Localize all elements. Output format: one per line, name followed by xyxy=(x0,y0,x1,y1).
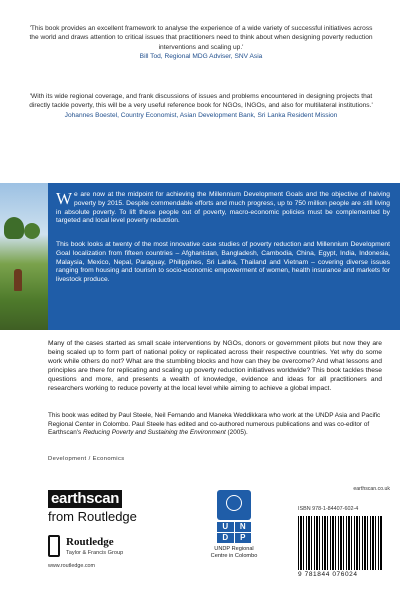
author-note xyxy=(48,412,382,438)
routledge-url: www.routledge.com xyxy=(48,563,96,569)
tree-shape xyxy=(24,223,40,239)
undp-caption-line: Centre in Colombo xyxy=(210,552,258,559)
barcode xyxy=(298,516,382,570)
blurb-panel xyxy=(0,183,400,330)
endorsement-quote-1 xyxy=(26,24,376,62)
tree-shape xyxy=(4,217,24,239)
rice-field-photo xyxy=(0,183,48,330)
endorsement-quote-2 xyxy=(26,92,376,120)
barcode-digits: 9 781844 076024 xyxy=(298,571,358,578)
earthscan-wordmark: earthscan xyxy=(48,490,122,508)
routledge-name: Routledge xyxy=(66,536,114,548)
routledge-subtitle: Taylor & Francis Group xyxy=(66,550,124,556)
subject-category: Development / Economics xyxy=(48,456,125,462)
publisher-site: earthscan.co.uk xyxy=(353,486,390,492)
author-text: (2005). xyxy=(225,429,248,437)
undp-letter: D xyxy=(217,533,234,543)
undp-letter: U xyxy=(217,522,234,532)
undp-logo xyxy=(204,490,264,560)
quote-text: 'With its wide regional coverage, and frank discussions of issues and problems encountered in designing projects that directly tackle poverty, this will be a very useful reference book for NGOs, INGOs, and also for multilateral institutions.' xyxy=(29,93,373,110)
undp-letter: N xyxy=(235,522,252,532)
earthscan-logo xyxy=(48,490,148,524)
paragraph-text: e are now at the midpoint for achieving the Millennium Development Goals and the objective of halving poverty by 2015. Despite commendable efforts and much progress, up to 750 million people are still living in absolute poverty. To lift these people out of poverty, macro-economic policies must be complemented by targeted and local level poverty reduction. xyxy=(56,191,390,225)
isbn-text: ISBN 978-1-84407-602-4 xyxy=(298,506,359,512)
endorsements-section xyxy=(0,0,400,183)
farmer-figure xyxy=(14,269,22,291)
author-text: This book was edited by Paul Steele, Neil Fernando and Maneka Weddikkara who work at the UNDP Asia and Pacific Regional Center in Colombo. Paul Steele has edited and co-authored numerous publications and was co-editor of Earthscan's xyxy=(48,412,381,437)
quote-text: 'This book provides an excellent framework to analyse the experience of a wide variety of successful initiatives across the world and draws attention to critical issues that practitioners need to think about when designing poverty reduction interventions and scaling up.' xyxy=(29,25,373,51)
paragraph-text: This book looks at twenty of the most innovative case studies of poverty reduction and Millennium Development Goal localization from fifteen countries – Afghanistan, Bangladesh, Cambodia, China, Egypt, India, Indonesia, Malaysia, Mexico, Nepal, Paraguay, Philippines, Sri Lanka, Thailand and Vietnam – covering diverse issues ranging from housing and tourism to socio-economic empowerment of women, health insurance and markets for livestock produce. xyxy=(56,241,390,284)
undp-caption xyxy=(204,546,264,560)
undp-letter: P xyxy=(235,533,252,543)
paragraph-text: Many of the cases started as small scale interventions by NGOs, donors or government pilots but now they are being scaled up to form part of national policy or replicated across their respective countries. Yet why do some work while others do not? What are the stumbling blocks and how can they be overcome? And what lessons and principles are there for replicating and scaling up poverty reduction initiatives worldwide? This book tackles these questions and more, and presents a wealth of knowledge, evidence and ideas for all practitioners and researchers working to reduce poverty at the local level while aiming to achieve a global impact. xyxy=(48,340,382,392)
isbn-block xyxy=(298,486,390,578)
undp-letters xyxy=(217,522,251,543)
undp-caption-line: UNDP Regional xyxy=(214,546,254,552)
globe-icon xyxy=(226,495,242,511)
routledge-r-icon xyxy=(48,535,60,557)
body-paragraph xyxy=(48,339,382,393)
un-emblem-icon xyxy=(217,490,251,520)
blurb-paragraph-2 xyxy=(56,241,390,285)
book-title-reference: Reducing Poverty and Sustaining the Environment xyxy=(82,429,226,437)
blurb-paragraph-1 xyxy=(56,191,390,226)
quote-attribution: Johannes Boestel, Country Economist, Asian Development Bank, Sri Lanka Resident Mission xyxy=(64,111,338,119)
quote-attribution: Bill Tod, Regional MDG Adviser, SNV Asia xyxy=(139,53,263,61)
from-routledge-text: from Routledge xyxy=(48,509,137,524)
dropcap: W xyxy=(56,189,73,208)
routledge-logo xyxy=(48,535,168,575)
